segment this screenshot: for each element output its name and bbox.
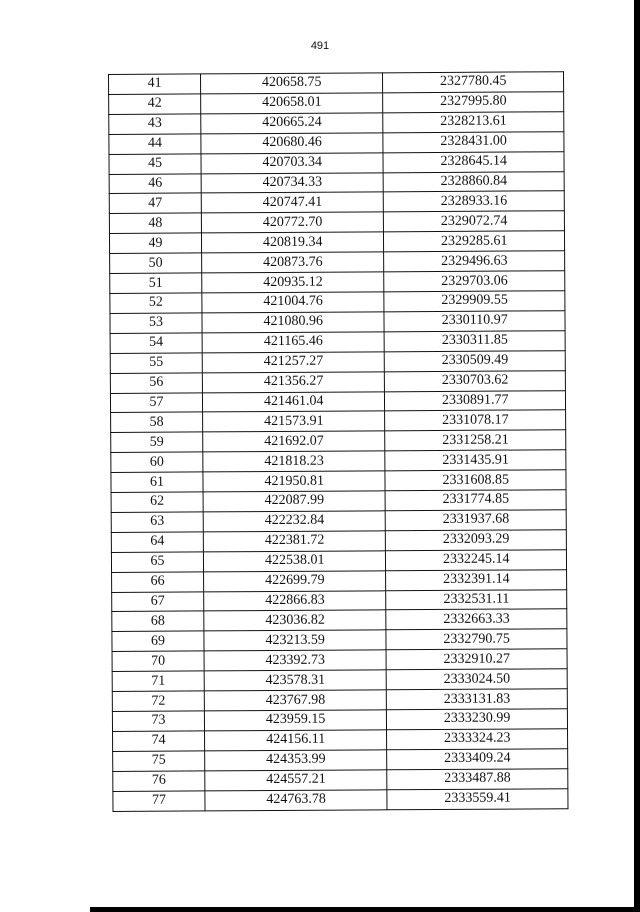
- point-number-cell: 57: [110, 392, 202, 412]
- x-coordinate-cell: 421257.27: [202, 352, 385, 373]
- point-number-cell: 45: [109, 154, 201, 174]
- x-coordinate-cell: 423578.31: [204, 670, 387, 691]
- table-row: [111, 510, 566, 533]
- x-coordinate-cell: 420680.46: [201, 133, 384, 154]
- x-coordinate-cell: 424353.99: [205, 750, 388, 771]
- table-row: [111, 530, 566, 553]
- point-number-cell: 75: [113, 751, 205, 771]
- x-coordinate-cell: 421692.07: [203, 431, 386, 452]
- x-coordinate-cell: 423959.15: [204, 710, 387, 731]
- table-row: [112, 569, 567, 592]
- point-number-cell: 55: [110, 353, 202, 373]
- point-number-cell: 73: [112, 711, 204, 731]
- point-number-cell: 70: [112, 651, 204, 671]
- point-number-cell: 50: [110, 253, 202, 273]
- x-coordinate-cell: 423213.59: [204, 630, 387, 651]
- y-coordinate-cell: 2332910.27: [386, 649, 567, 670]
- point-number-cell: 56: [110, 373, 202, 393]
- y-coordinate-cell: 2327780.45: [383, 72, 564, 93]
- y-coordinate-cell: 2332663.33: [386, 609, 567, 630]
- y-coordinate-cell: 2330509.49: [385, 350, 566, 371]
- x-coordinate-cell: 420819.34: [201, 232, 384, 253]
- page-number: 491: [310, 40, 330, 52]
- table-row: [111, 549, 566, 572]
- point-number-cell: 42: [109, 94, 201, 114]
- point-number-cell: 41: [109, 74, 201, 94]
- table-row: [110, 330, 565, 353]
- table-row: [113, 768, 568, 791]
- x-coordinate-cell: 420747.41: [201, 192, 384, 213]
- x-coordinate-cell: 421818.23: [203, 451, 386, 472]
- y-coordinate-cell: 2332391.14: [386, 569, 567, 590]
- x-coordinate-cell: 421080.96: [202, 312, 385, 333]
- point-number-cell: 44: [109, 134, 201, 154]
- y-coordinate-cell: 2329909.55: [384, 291, 565, 312]
- x-coordinate-cell: 423036.82: [204, 610, 387, 631]
- y-coordinate-cell: 2333230.99: [387, 709, 568, 730]
- point-number-cell: 77: [113, 791, 205, 811]
- y-coordinate-cell: 2330311.85: [385, 330, 566, 351]
- y-coordinate-cell: 2330891.77: [385, 390, 566, 411]
- point-number-cell: 54: [110, 333, 202, 353]
- x-coordinate-cell: 421165.46: [202, 332, 385, 353]
- table-row: [113, 788, 568, 811]
- y-coordinate-cell: 2333131.83: [387, 689, 568, 710]
- point-number-cell: 48: [109, 213, 201, 233]
- point-number-cell: 53: [110, 313, 202, 333]
- y-coordinate-cell: 2329703.06: [384, 271, 565, 292]
- table-row: [110, 271, 565, 294]
- point-number-cell: 72: [112, 691, 204, 711]
- table-row: [113, 729, 568, 752]
- y-coordinate-cell: 2332245.14: [386, 549, 567, 570]
- y-coordinate-cell: 2330703.62: [385, 370, 566, 391]
- x-coordinate-cell: 420665.24: [201, 113, 384, 134]
- point-number-cell: 61: [111, 472, 203, 492]
- x-coordinate-cell: 420703.34: [201, 152, 384, 173]
- y-coordinate-cell: 2328860.84: [384, 171, 565, 192]
- table-row: [112, 649, 567, 672]
- y-coordinate-cell: 2329072.74: [384, 211, 565, 232]
- x-coordinate-cell: 422087.99: [203, 491, 386, 512]
- table-row: [111, 430, 566, 453]
- x-coordinate-cell: 424557.21: [205, 770, 388, 791]
- table-row: [110, 251, 565, 274]
- y-coordinate-cell: 2329496.63: [384, 251, 565, 272]
- y-coordinate-cell: 2330110.97: [384, 311, 565, 332]
- table-row: [112, 629, 567, 652]
- y-coordinate-cell: 2331937.68: [386, 510, 567, 531]
- x-coordinate-cell: 422699.79: [204, 570, 387, 591]
- table-row: [109, 171, 564, 194]
- x-coordinate-cell: 420772.70: [201, 212, 384, 233]
- x-coordinate-cell: 420658.01: [201, 93, 384, 114]
- x-coordinate-cell: 421004.76: [202, 292, 385, 313]
- y-coordinate-cell: 2333024.50: [387, 669, 568, 690]
- table-row: [111, 470, 566, 493]
- x-coordinate-cell: 424763.78: [205, 789, 388, 810]
- y-coordinate-cell: 2328933.16: [384, 191, 565, 212]
- point-number-cell: 63: [111, 512, 203, 532]
- point-number-cell: 43: [109, 114, 201, 134]
- point-number-cell: 69: [112, 631, 204, 651]
- x-coordinate-cell: 421356.27: [202, 371, 385, 392]
- table-row: [111, 450, 566, 473]
- x-coordinate-cell: 420935.12: [202, 272, 385, 293]
- table-row: [112, 709, 567, 732]
- y-coordinate-cell: 2331774.85: [385, 490, 566, 511]
- x-coordinate-cell: 420873.76: [202, 252, 385, 273]
- table-row: [112, 589, 567, 612]
- table-row: [109, 231, 564, 254]
- scan-edge-right: [634, 0, 640, 912]
- point-number-cell: 76: [113, 771, 205, 791]
- y-coordinate-cell: 2331258.21: [385, 430, 566, 451]
- table-row: [112, 669, 567, 692]
- y-coordinate-cell: 2332531.11: [386, 589, 567, 610]
- y-coordinate-cell: 2331608.85: [385, 470, 566, 491]
- table-row: [109, 72, 564, 95]
- y-coordinate-cell: 2333324.23: [387, 729, 568, 750]
- table-row: [109, 191, 564, 214]
- y-coordinate-cell: 2333409.24: [387, 749, 568, 770]
- table-row: [110, 350, 565, 373]
- x-coordinate-cell: 422538.01: [203, 551, 386, 572]
- point-number-cell: 71: [112, 671, 204, 691]
- y-coordinate-cell: 2333487.88: [387, 768, 568, 789]
- scan-edge-bottom: [90, 907, 640, 912]
- coordinate-table-wrapper: [108, 71, 568, 811]
- point-number-cell: 51: [110, 273, 202, 293]
- y-coordinate-cell: 2328213.61: [383, 112, 564, 133]
- table-row: [113, 749, 568, 772]
- table-row: [110, 390, 565, 413]
- table-row: [109, 92, 564, 115]
- point-number-cell: 68: [112, 611, 204, 631]
- x-coordinate-cell: 422866.83: [204, 590, 387, 611]
- table-row: [109, 112, 564, 135]
- x-coordinate-cell: 423392.73: [204, 650, 387, 671]
- x-coordinate-cell: 421461.04: [202, 391, 385, 412]
- point-number-cell: 74: [113, 731, 205, 751]
- point-number-cell: 67: [112, 591, 204, 611]
- point-number-cell: 46: [109, 173, 201, 193]
- table-row: [109, 211, 564, 234]
- x-coordinate-cell: 420658.75: [201, 73, 384, 94]
- y-coordinate-cell: 2332093.29: [386, 530, 567, 551]
- y-coordinate-cell: 2331435.91: [385, 450, 566, 471]
- point-number-cell: 47: [109, 193, 201, 213]
- table-body: [109, 72, 568, 811]
- table-row: [112, 689, 567, 712]
- table-row: [112, 609, 567, 632]
- table-row: [111, 490, 566, 513]
- y-coordinate-cell: 2329285.61: [384, 231, 565, 252]
- point-number-cell: 58: [111, 412, 203, 432]
- y-coordinate-cell: 2328645.14: [383, 151, 564, 172]
- x-coordinate-cell: 422381.72: [203, 531, 386, 552]
- y-coordinate-cell: 2333559.41: [387, 788, 568, 809]
- point-number-cell: 52: [110, 293, 202, 313]
- x-coordinate-cell: 421950.81: [203, 471, 386, 492]
- x-coordinate-cell: 424156.11: [205, 730, 388, 751]
- table-row: [110, 311, 565, 334]
- x-coordinate-cell: 420734.33: [201, 172, 384, 193]
- y-coordinate-cell: 2331078.17: [385, 410, 566, 431]
- x-coordinate-cell: 423767.98: [204, 690, 387, 711]
- table-row: [109, 151, 564, 174]
- point-number-cell: 62: [111, 492, 203, 512]
- point-number-cell: 64: [111, 532, 203, 552]
- table-row: [110, 370, 565, 393]
- point-number-cell: 65: [111, 552, 203, 572]
- x-coordinate-cell: 422232.84: [203, 511, 386, 532]
- point-number-cell: 60: [111, 452, 203, 472]
- y-coordinate-cell: 2328431.00: [383, 131, 564, 152]
- table-row: [110, 291, 565, 314]
- point-number-cell: 59: [111, 432, 203, 452]
- table-row: [111, 410, 566, 433]
- coordinate-table: [108, 71, 568, 811]
- point-number-cell: 49: [109, 233, 201, 253]
- y-coordinate-cell: 2332790.75: [386, 629, 567, 650]
- x-coordinate-cell: 421573.91: [203, 411, 386, 432]
- point-number-cell: 66: [112, 572, 204, 592]
- y-coordinate-cell: 2327995.80: [383, 92, 564, 113]
- table-row: [109, 131, 564, 154]
